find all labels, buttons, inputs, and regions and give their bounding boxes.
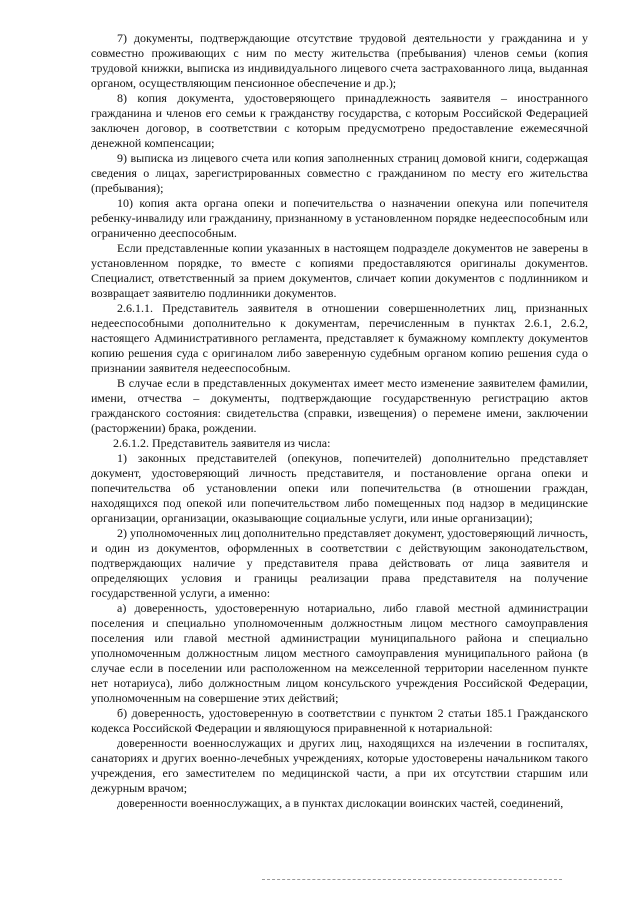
paragraph-name-change: В случае если в представленных документах имеет место изменение заявителем фамилии, имени, отчества – документы, подтверждающие государственную регистрацию актов гражданского состояния: свидетельства (справки, извещения) о перемене имени, заключении (расторжении) брака, рождении. — [91, 376, 588, 435]
paragraph-2-6-1-2: 2.6.1.2. Представитель заявителя из числа: — [113, 436, 331, 450]
paragraph-legal-representatives: 1) законных представителей (опекунов, попечителей) дополнительно представляет документ, удостоверяющий личность представителя, и постановление органа опеки и попечительства об установлении опеки или попечительства (в отношении граждан, находящихся под опекой или попечительством либо помещенных под надзор в медицинские организации, организации, оказывающие социальные услуги, или иные организации); — [91, 451, 588, 525]
paragraph-item-10: 10) копия акта органа опеки и попечительства о назначении опекуна или попечителя ребенку-инвалиду или гражданину, признанному в установленном порядке недееспособным или ограниченно дееспособным. — [91, 196, 588, 240]
footer-rule — [262, 879, 562, 880]
paragraph-military-units: доверенности военнослужащих, а в пунктах дислокации воинских частей, соединений, — [117, 796, 564, 810]
paragraph-2-6-1-1: 2.6.1.1. Представитель заявителя в отношении совершеннолетних лиц, признанных недееспособными дополнительно к документам, перечисленным в пунктах 2.6.1, 2.6.2, настоящего Административного регламента, представляет к бумажному комплекту документов копию решения суда с оригиналом либо заверенную судебным органом копию решения суда о признании заявителя недееспособным. — [91, 301, 588, 375]
paragraph-copies-note: Если представленные копии указанных в настоящем подразделе документов не заверены в установленном порядке, то вместе с копиями предоставляются оригиналы документов. Специалист, ответственный за прием документов, сличает копии документов с подлинником и возвращает заявителю подлинники документов. — [91, 241, 588, 300]
paragraph-military-hospital: доверенности военнослужащих и других лиц, находящихся на излечении в госпиталях, санаториях и других военно-лечебных учреждениях, которые удостоверены начальником такого учреждения, его заместителем по медицинской части, а при их отсутствии старшим или дежурным врачом; — [91, 736, 588, 795]
paragraph-power-of-attorney-a: а) доверенность, удостоверенную нотариально, либо главой местной администрации поселения и специально уполномоченным должностным лицом местного самоуправления поселения или главой местной администрации муниципального района и специально уполномоченным должностным лицом местного самоуправления муниципального района (в случае если в поселении или расположенном на межселенной территории населенном пункте нет нотариуса), либо должностным лицом консульского учреждения Российской Федерации, уполномоченным на совершение этих действий; — [91, 601, 588, 705]
paragraph-item-8: 8) копия документа, удостоверяющего принадлежность заявителя – иностранного гражданина и членов его семьи к гражданству государства, с которым Российской Федерацией заключен договор, в соответствии с которым предусмотрено предоставление ежемесячной денежной компенсации; — [91, 91, 588, 150]
paragraph-item-7: 7) документы, подтверждающие отсутствие трудовой деятельности у гражданина и у совместно проживающих с ним по месту жительства (пребывания) членов семьи (копия трудовой книжки, выписка из индивидуального лицевого счета застрахованного лица, выданная органом, осуществляющим пенсионное обеспечение и др.); — [91, 31, 588, 90]
paragraph-authorized-persons: 2) уполномоченных лиц дополнительно представляет документ, удостоверяющий личность, и один из документов, оформленных в соответствии с действующим законодательством, подтверждающих наличие у представителя права действовать от лица заявителя и определяющих условия и границы реализации права представителя на получение государственной услуги, а именно: — [91, 526, 588, 600]
document-body — [91, 31, 588, 811]
paragraph-item-9: 9) выписка из лицевого счета или копия заполненных страниц домовой книги, содержащая сведения о лицах, зарегистрированных совместно с гражданином по месту его жительства (пребывания); — [91, 151, 588, 195]
paragraph-power-of-attorney-b: б) доверенность, удостоверенную в соответствии с пунктом 2 статьи 185.1 Гражданского кодекса Российской Федерации и являющуюся приравненной к нотариальной: — [91, 706, 588, 735]
